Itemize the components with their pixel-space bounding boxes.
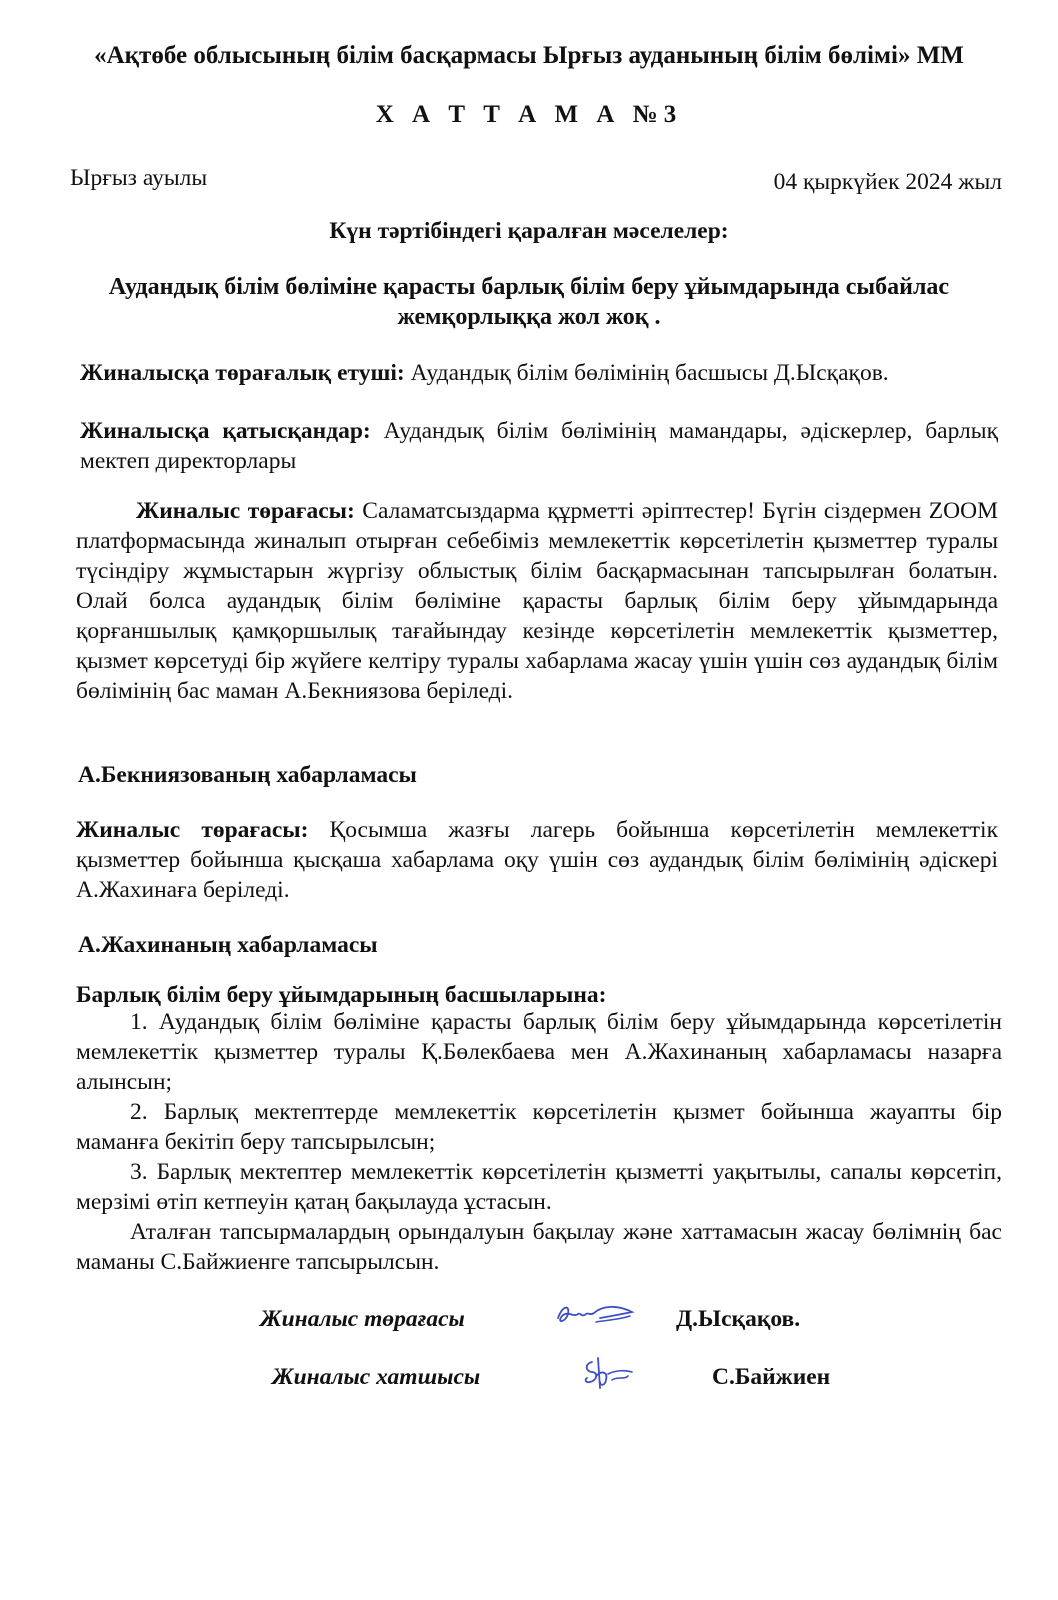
agenda-heading: Күн тәртібіндегі қаралған мәселелер: <box>329 218 729 244</box>
signature-name: С.Байжиен <box>712 1364 831 1390</box>
participants-label: Жиналысқа қатысқандар: <box>80 418 371 444</box>
chair-label: Жиналысқа төрағалық етуші: <box>80 360 405 386</box>
chair-speech-2 <box>76 815 998 905</box>
decision-item: 2. Барлық мектептерде мемлекеттік көрсетілетін қызмет бойынша жауапты бір маманға бекітіп беру тапсырылсын; <box>76 1099 1002 1155</box>
chair-signature-icon <box>552 1296 642 1336</box>
participants-text: Аудандық білім бөлімінің мамандары, әдіскерлер, барлық мектеп директорлары <box>80 418 998 474</box>
signature-row-secretary <box>0 1362 1058 1402</box>
signature-role: Жиналыс хатшысы <box>272 1364 481 1390</box>
organization-header: «Ақтөбе облысының білім басқармасы Ырғыз ауданының білім бөлімі» ММ <box>94 42 964 69</box>
chair-text: Аудандық білім бөлімінің басшысы Д.Ысқақов. <box>404 360 889 386</box>
speech-1-text: Саламатсыздарма құрметті әріптестер! Бүгін сіздермен ZOOM платформасында жиналып отырған себебіміз мемлекеттік көрсетілетін қызметтер туралы түсіндіру жұмыстарын жүргізу облыстық білім басқармасынан тапсырылған болатын. Олай болса аудандық білім бөліміне қарасты барлық білім беру ұйымдарында қорғаншылық қамқоршылық тағайындау кезінде көрсетілетін мемлекеттік қызметтер, қызмет көрсетуді бір жүйеге келтіру туралы хабарлама жасау үшін үшін сөз аудандық білім бөлімінің бас маман А.Бекниязова беріледі. <box>76 498 998 704</box>
chair-paragraph <box>80 358 1000 388</box>
speech-2-label: Жиналыс төрағасы: <box>76 817 309 843</box>
participants-paragraph <box>80 416 998 476</box>
decisions-heading: Барлық білім беру ұйымдарының басшыларына: <box>76 982 607 1008</box>
chair-speech-1 <box>76 496 998 706</box>
agenda-item: Аудандық білім бөліміне қарасты барлық білім беру ұйымдарында сыбайлас жемқорлыққа жол жоқ . <box>108 274 950 330</box>
speech-1-label: Жиналыс төрағасы: <box>136 498 355 524</box>
decision-item: 1. Аудандық білім бөліміне қарасты барлық білім беру ұйымдарында көрсетілетін мемлекеттік қызметтер туралы Қ.Бөлекбаева мен А.Жахинаның хабарламасы назарға алынсын; <box>76 1009 1002 1095</box>
signature-name: Д.Ысқақов. <box>676 1306 801 1332</box>
signature-row-chair <box>0 1304 1058 1344</box>
secretary-signature-icon <box>578 1354 638 1396</box>
report-2-heading: А.Жахинаның хабарламасы <box>78 932 378 958</box>
decision-item: 3. Барлық мектептер мемлекеттік көрсетілетін қызметті уақытылы, сапалы көрсетіп, мерзімі өтіп кетпеуін қатаң бақылауда ұстасын. <box>76 1159 1002 1215</box>
decisions-list <box>76 1007 1002 1277</box>
decision-item: Аталған тапсырмалардың орындалуын бақылау және хаттамасын жасау бөлімнің бас маманы С.Байжиенге тапсырылсын. <box>76 1219 1002 1275</box>
signature-role: Жиналыс төрағасы <box>260 1306 465 1332</box>
meeting-place: Ырғыз ауылы <box>70 165 208 191</box>
speech-2-text: Қосымша жазғы лагерь бойынша көрсетілетін мемлекеттік қызметтер бойынша қысқаша хабарлама оқу үшін сөз аудандық білім бөлімінің әдіскері А.Жахинаға беріледі. <box>76 817 999 903</box>
meeting-date: 04 қыркүйек 2024 жыл <box>773 169 1002 195</box>
report-1-heading: А.Бекниязованың хабарламасы <box>78 762 417 788</box>
document-title: Х А Т Т А М А №3 <box>375 101 683 128</box>
